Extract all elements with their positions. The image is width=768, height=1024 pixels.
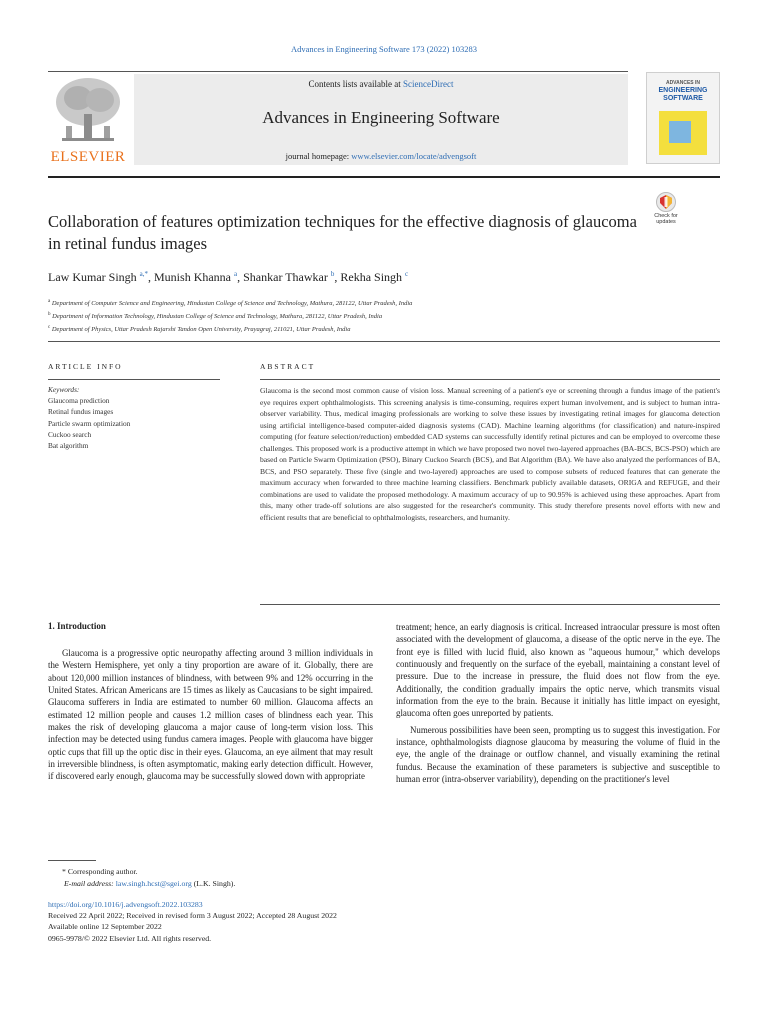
affiliation-text: Department of Information Technology, Hindustan College of Science and Technology, Mathura, 281122, Uttar Pradesh, India: [52, 313, 383, 321]
journal-header-band: [134, 74, 628, 165]
keyword-item: Cuckoo search: [48, 429, 92, 439]
corresponding-author-note: [48, 866, 720, 878]
keyword-item: Retinal fundus images: [48, 407, 114, 417]
crossmark-text: [648, 213, 684, 225]
received-dates: Received 22 April 2022; Received in revised form 3 August 2022; Accepted 28 August 2022: [48, 911, 337, 921]
affiliation: [48, 296, 698, 309]
author[interactable]: [48, 270, 148, 284]
author-affiliation-mark[interactable]: c: [405, 270, 409, 278]
author-affiliation-mark[interactable]: b: [330, 270, 335, 278]
doi-link[interactable]: https://doi.org/10.1016/j.advengsoft.2022.103283: [48, 900, 203, 909]
email-label: E-mail address:: [64, 879, 114, 889]
affiliation-mark: a: [48, 299, 51, 304]
email-suffix: (L.K. Singh).: [193, 879, 236, 889]
affiliation-mark: c: [48, 325, 51, 331]
footnotes: [48, 866, 720, 890]
author-list: Law Kumar Singh $^{a,*}$, Munish Khanna $^a$, Shankar Thawkar $^b$, Rekha Singh $^c$: [48, 270, 409, 284]
abstract-heading: ABSTRACT: [260, 362, 316, 371]
cover-title-line-3: SOFTWARE: [663, 95, 703, 102]
journal-reference[interactable]: Advances in Engineering Software 173 (2022) 103283: [290, 44, 477, 54]
header-rule-bottom: [48, 176, 720, 178]
contents-line: [134, 79, 628, 89]
affiliation-text: Department of Computer Science and Engineering, Hindustan College of Science and Technology, Mathura, 281122, Uttar Pradesh, India: [51, 300, 413, 308]
author-name: Law Kumar Singh: [48, 270, 137, 284]
author-name: Munish Khanna: [154, 270, 232, 284]
affiliations: [48, 296, 698, 335]
tree-logo-icon: [48, 74, 128, 148]
author-affiliation-mark[interactable]: a,*: [139, 270, 149, 278]
body-paragraph: Numerous possibilities have been seen, prompting us to suggest this investigation. For instance, ophthalmologists diagnose glaucoma by measuring the volume of fluid in the eye, the angle of the drainage or outflow channel, and visually examining the retinal fundus. Because the examination of these parameters is subjective and susceptible to human error (intra-observer variability), depending on the practitioner's level: [396, 724, 720, 785]
keyword-item: Glaucoma prediction: [48, 396, 110, 406]
author[interactable]: [340, 270, 408, 284]
footnote-rule: [48, 860, 96, 861]
email-note: [48, 878, 720, 890]
affiliation: [48, 309, 698, 322]
affiliation-text: Department of Physics, Uttar Pradesh Rajarshi Tandon Open University, Prayagraj, 211021, Uttar Pradesh, India: [51, 326, 351, 334]
publisher-name: ELSEVIER: [50, 149, 126, 165]
article-title: Collaboration of features optimization techniques for the effective diagnosis of glaucoma in retinal fundus images: [48, 212, 637, 253]
cover-title: [647, 79, 719, 103]
author[interactable]: [154, 270, 237, 284]
contents-prefix: Contents lists available at: [308, 79, 403, 89]
check-for-updates-badge[interactable]: [648, 192, 684, 232]
article-info-rule: [48, 379, 220, 380]
cover-title-line-2: ENGINEERING: [658, 87, 708, 94]
cover-art-square: [669, 121, 691, 143]
footnote-mark: *: [62, 867, 66, 876]
abstract-bottom-rule: [260, 604, 720, 605]
affiliation-mark: b: [48, 312, 51, 318]
article-info-heading: ARTICLE INFO: [48, 362, 123, 371]
publication-info: [48, 899, 720, 944]
author-name: Rekha Singh: [340, 270, 403, 284]
crossmark-text-line-1: Check for: [654, 213, 678, 219]
corresponding-author-text: Corresponding author.: [67, 867, 138, 876]
header-rule-top: [48, 71, 628, 72]
journal-cover[interactable]: [646, 72, 720, 164]
sciencedirect-link[interactable]: ScienceDirect: [403, 79, 454, 89]
publisher-logo[interactable]: [48, 74, 128, 166]
body-paragraph: Glaucoma is a progressive optic neuropathy affecting around 3 million individuals in the Western Hemisphere, yet only a tiny proportion are aware of it. Globally, there are about 120,000 million instances of blindness, with between 9% and 12% occurring in the United States. African Americans are 15 times as likely as Caucasians to be sight impaired. Glaucoma sufferers in India are estimated to number 60 million. Glaucoma affects an estimated 12 million people and causes 1.2 million cases of blindness each year. This makes the risk of developing glaucoma a major cause of long-term vision loss. This infection may be detected using fundus camera images. People with glaucoma have bigger optic cups that fill up the optic disc in their eyes. Glaucoma, an eye ailment that may result in irreversible blindness, is often asymptomatic, making early detection difficult. However, if discovered early enough, glaucoma may be successfully slowed down with appropriate: [48, 648, 373, 782]
cover-title-line-1: ADVANCES IN: [665, 80, 701, 86]
cover-art: [659, 111, 707, 155]
author-affiliation-mark[interactable]: a: [234, 270, 238, 278]
journal-title[interactable]: Advances in Engineering Software: [262, 108, 500, 127]
author[interactable]: [243, 270, 334, 284]
crossmark-text-line-2: updates: [656, 219, 676, 225]
section-heading-introduction: 1. Introduction: [48, 621, 106, 631]
body-paragraph: treatment; hence, an early diagnosis is critical. Increased intraocular pressure is most often associated with the development of glaucoma, a disease of the optic nerve in the eye. The front eye is filled with lucid fluid, also known as "aqueous humour," which develops continuously and frequently on the surface of the eyeball, maintaining a constant level of pressure. Due to the increase in pressure, the fluid does not flow from the eye. Additionally, the condition gradually impairs the optic nerve, which transmits visual information from the eye to the brain. Because it initially has little impact on eyesight, glaucoma often goes unreported by patients.: [396, 622, 720, 719]
crossmark-icon: [656, 192, 676, 212]
copyright-line: 0965-9978/© 2022 Elsevier Ltd. All rights reserved.: [48, 933, 212, 943]
keyword-item: Bat algorithm: [48, 441, 89, 451]
affiliations-rule: [48, 341, 720, 342]
available-online: Available online 12 September 2022: [48, 922, 162, 932]
keywords-list: [48, 384, 220, 451]
author-name: Shankar Thawkar: [243, 270, 328, 284]
homepage-line: [134, 151, 628, 161]
homepage-prefix: journal homepage:: [285, 151, 352, 161]
keyword-item: Particle swarm optimization: [48, 418, 131, 428]
homepage-link[interactable]: www.elsevier.com/locate/advengsoft: [351, 151, 477, 161]
keywords-label: Keywords:: [48, 385, 80, 394]
body-column-left: [48, 647, 373, 783]
affiliation: [48, 322, 698, 335]
abstract-rule: [260, 379, 720, 380]
email-link[interactable]: law.singh.hcst@sgei.org: [115, 879, 192, 889]
abstract-text: Glaucoma is the second most common cause of vision loss. Manual screening of a patient's eye or screening through a fundus image of the patient's eye requires expert ophthalmologists. This screening analysis is time-consuming, requires expert human involvement, and is subject to human intra-observer variability. Thus, medical imaging professionals are working to solve these issues by investigating retinal images for glaucoma detection using artificial intelligence-based computer-aided diagnosis systems (CAD). Machine learning algorithms (for classification) and nature-inspired computing (for feature selection/reduction) embedded CAD systems can successfully identify retinal pictures and can be employed to overcome these challenges. This proposed work is a productive attempt in which we have proposed two novel two-layered approaches (BA-BCS, BCS-PSO) which are based on Particle Swarm Optimization (PSO), Binary Cuckoo Search (BCS), and Bat Algorithm (BA). We have also analyzed the performances of BA, BCS, and PSO separately. These five (single and two-layered) approaches are used to compose subsets of reduced features that can generate the maximum accuracy when forwarded to three machine learning classifiers. Benchmark publicly available datasets, ORIGA and REFUGE, and their combinations are used to validate the proposed methodology. A maximum accuracy of up to 90.95% is achieved using these approaches. Apart from this, many other trade-off solutions are also suggested for the researcher's community. This study therefore presents novel efforts with new and efficient results that are beneficial to ophthalmologists, researchers, and humanity.: [260, 386, 720, 522]
body-column-right: [396, 621, 720, 785]
